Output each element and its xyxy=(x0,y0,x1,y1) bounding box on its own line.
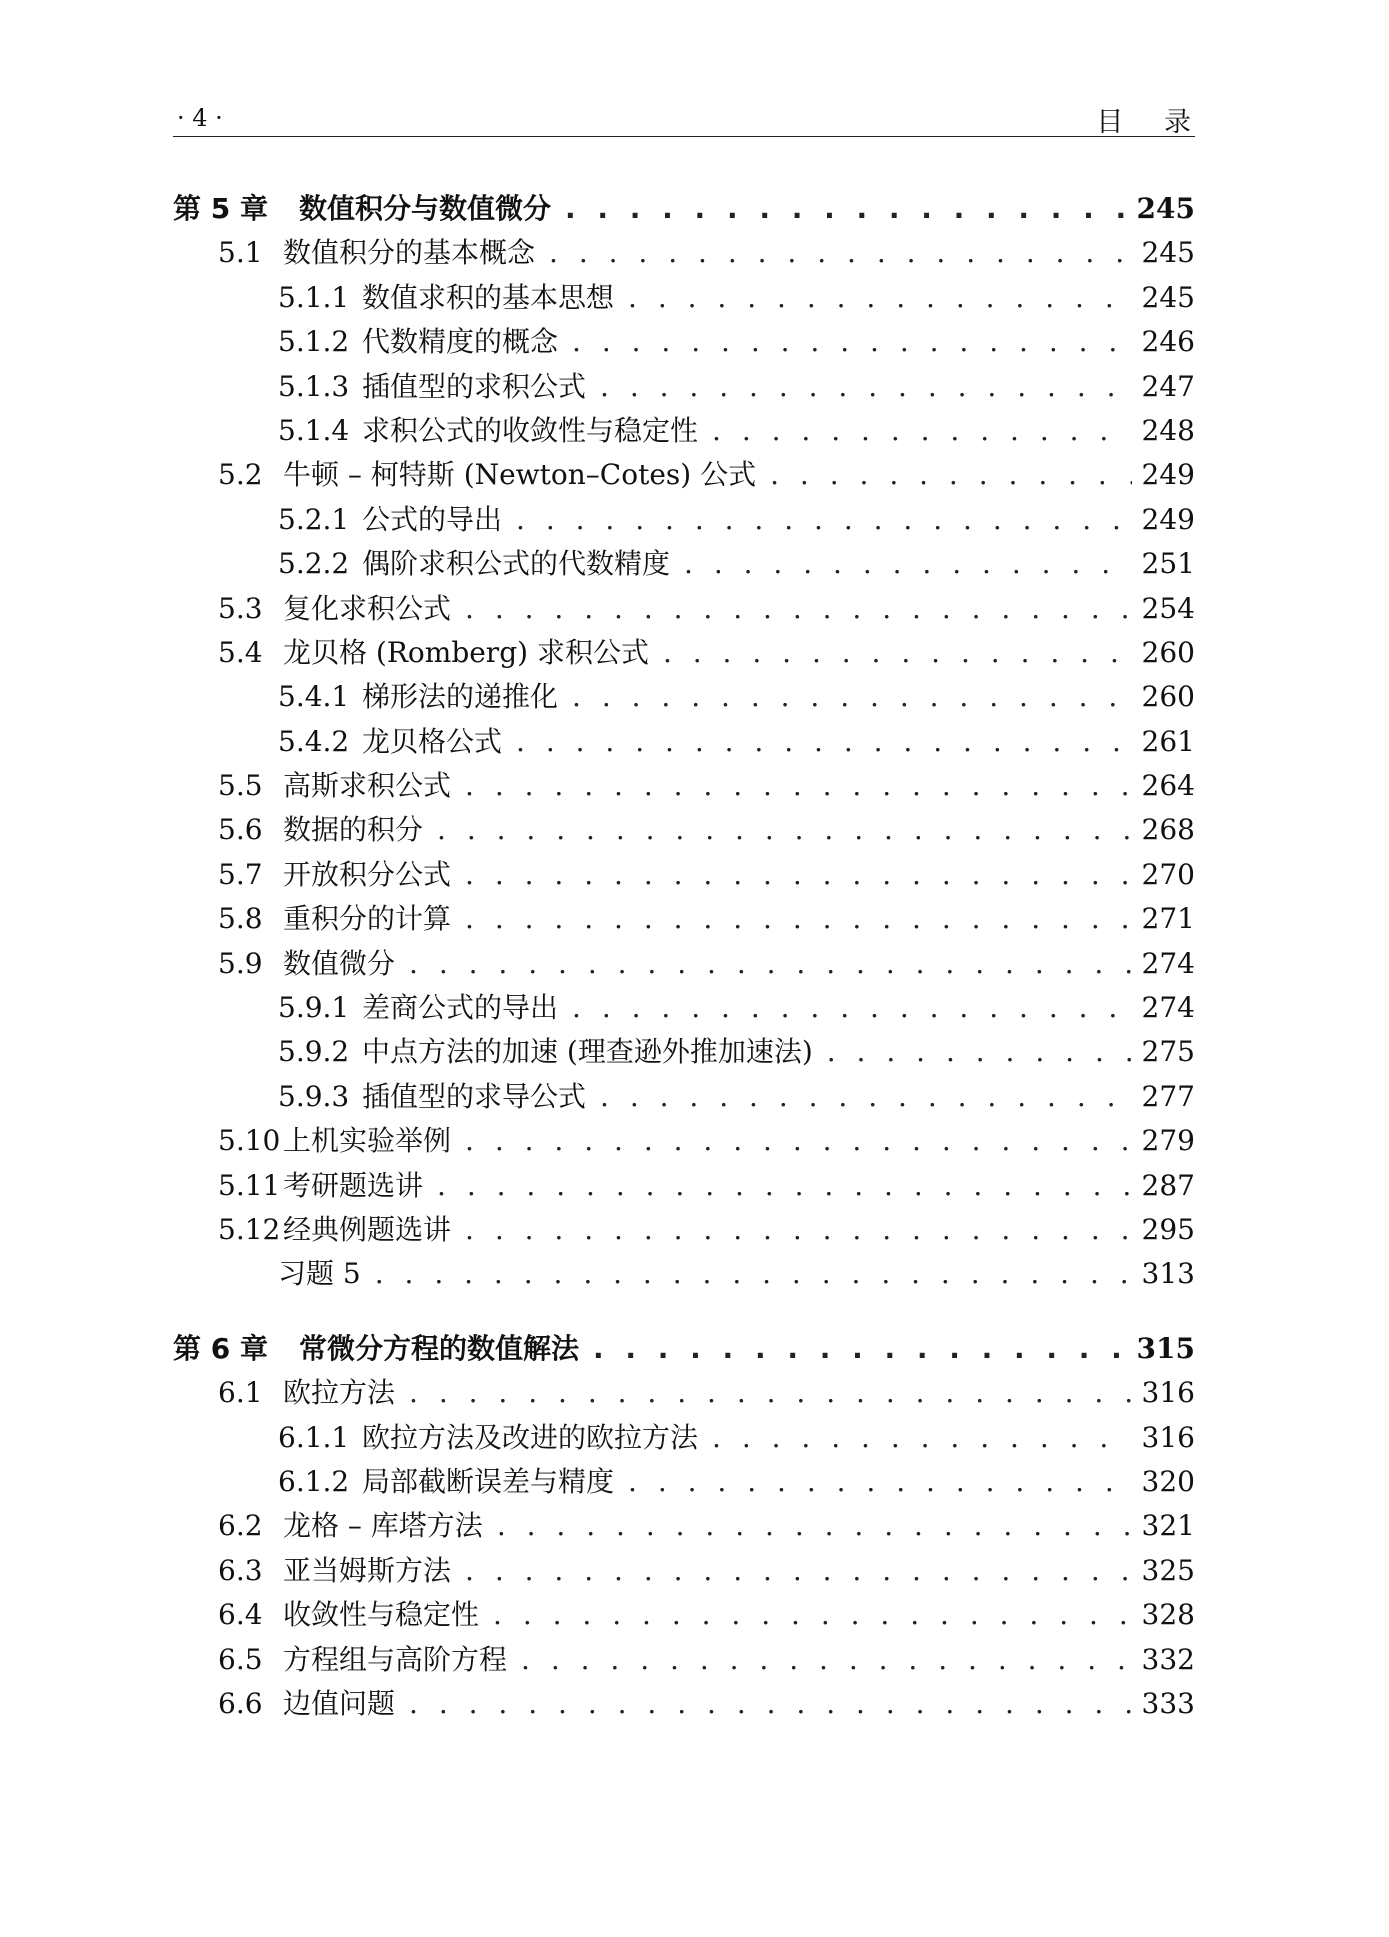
page-ref: 320 xyxy=(1141,1464,1195,1498)
page-ref: 246 xyxy=(1141,325,1195,359)
entry-number: 5.5 xyxy=(218,769,263,803)
entry-title: 边值问题 xyxy=(283,1686,396,1720)
chapter-label: 第 6 章 xyxy=(173,1331,268,1365)
entry-title: 求积公式的收敛性与稳定性 xyxy=(362,413,699,447)
entry-title: 插值型的求积公式 xyxy=(362,369,587,403)
page-ref: 275 xyxy=(1141,1035,1195,1069)
toc-section-row[interactable] xyxy=(173,1119,1195,1163)
entry-title: 重积分的计算 xyxy=(283,902,452,936)
entry-number: 5.9.2 xyxy=(278,1035,350,1069)
entry-title: 收敛性与稳定性 xyxy=(283,1598,480,1632)
toc-section-row[interactable] xyxy=(173,1549,1195,1593)
entry-number: 5.10 xyxy=(218,1124,281,1158)
toc-section-row[interactable] xyxy=(173,853,1195,897)
dot-leader xyxy=(770,453,1131,497)
page-ref: 277 xyxy=(1141,1079,1195,1113)
dot-leader xyxy=(375,1252,1132,1296)
entry-title: 开放积分公式 xyxy=(283,857,452,891)
entry-title: 牛顿 – 柯特斯 (Newton–Cotes) 公式 xyxy=(283,458,757,492)
entry-title: 方程组与高阶方程 xyxy=(283,1642,508,1676)
dot-leader xyxy=(465,764,1132,808)
page-ref: 254 xyxy=(1141,591,1195,625)
entry-title: 高斯求积公式 xyxy=(283,769,452,803)
toc-subsection-row[interactable] xyxy=(173,1252,1195,1296)
entry-title: 代数精度的概念 xyxy=(362,325,559,359)
toc-subsection-row[interactable] xyxy=(173,1460,1195,1504)
page-ref: 260 xyxy=(1141,635,1195,669)
dot-leader xyxy=(437,808,1132,852)
dot-leader xyxy=(409,1682,1132,1726)
entry-title: 数值积分的基本概念 xyxy=(283,236,536,270)
entry-number: 5.2.2 xyxy=(278,547,350,581)
page-ref: 316 xyxy=(1141,1376,1195,1410)
entry-number: 5.6 xyxy=(218,813,263,847)
entry-number: 5.8 xyxy=(218,902,263,936)
chapter-title: 数值积分与数值微分 xyxy=(299,192,552,225)
page-ref: 274 xyxy=(1141,946,1195,980)
entry-number: 5.3 xyxy=(218,591,263,625)
entry-number: 6.1.2 xyxy=(278,1464,350,1498)
page-ref: 279 xyxy=(1141,1124,1195,1158)
entry-title: 局部截断误差与精度 xyxy=(362,1464,615,1498)
dot-leader xyxy=(565,187,1127,231)
entry-number: 6.5 xyxy=(218,1642,263,1676)
page-ref: 274 xyxy=(1141,991,1195,1025)
entry-title: 复化求积公式 xyxy=(283,591,452,625)
dot-leader xyxy=(521,1638,1132,1682)
entry-title: 偶阶求积公式的代数精度 xyxy=(362,547,671,581)
toc-subsection-row[interactable] xyxy=(173,1030,1195,1074)
entry-number: 5.1.2 xyxy=(278,325,350,359)
page-ref: 264 xyxy=(1141,769,1195,803)
toc-section-row[interactable] xyxy=(173,942,1195,986)
toc-section-row[interactable] xyxy=(173,231,1195,275)
entry-title: 龙格 – 库塔方法 xyxy=(283,1509,483,1543)
page-ref: 260 xyxy=(1141,680,1195,714)
entry-number: 5.2 xyxy=(218,458,263,492)
page-ref: 251 xyxy=(1141,547,1195,581)
entry-number: 5.4.1 xyxy=(278,680,350,714)
entry-number: 5.12 xyxy=(218,1212,281,1246)
dot-leader xyxy=(465,1119,1132,1163)
page-ref: 249 xyxy=(1141,502,1195,536)
dot-leader xyxy=(465,853,1132,897)
dot-leader xyxy=(465,897,1132,941)
toc-section-row[interactable] xyxy=(173,1371,1195,1415)
dot-leader xyxy=(516,720,1132,764)
entry-title: 梯形法的递推化 xyxy=(362,680,559,714)
entry-number: 5.9.3 xyxy=(278,1079,350,1113)
dot-leader xyxy=(549,231,1132,275)
chapter-title: 常微分方程的数值解法 xyxy=(299,1331,580,1365)
toc-subsection-row[interactable] xyxy=(173,1416,1195,1460)
toc-subsection-row[interactable] xyxy=(173,409,1195,453)
toc-section-row[interactable] xyxy=(173,808,1195,852)
page-ref: 248 xyxy=(1141,413,1195,447)
page-ref: 328 xyxy=(1141,1598,1195,1632)
chapter-label: 第 5 章 xyxy=(173,192,268,225)
page-number: · 4 · xyxy=(177,104,223,132)
dot-leader xyxy=(600,365,1132,409)
page-ref: 261 xyxy=(1141,724,1195,758)
toc-subsection-row[interactable] xyxy=(173,1075,1195,1119)
entry-title: 经典例题选讲 xyxy=(283,1212,452,1246)
toc-subsection-row[interactable] xyxy=(173,365,1195,409)
page-ref: 325 xyxy=(1141,1553,1195,1587)
entry-number: 5.1.3 xyxy=(278,369,350,403)
toc-subsection-row[interactable] xyxy=(173,276,1195,320)
entry-title: 考研题选讲 xyxy=(283,1168,424,1202)
entry-title: 习题 5 xyxy=(278,1257,361,1291)
dot-leader xyxy=(572,320,1132,364)
toc-section-row[interactable] xyxy=(173,1164,1195,1208)
entry-title: 差商公式的导出 xyxy=(362,991,559,1025)
page-ref: 321 xyxy=(1141,1509,1195,1543)
dot-leader xyxy=(497,1504,1132,1548)
entry-title: 龙贝格公式 xyxy=(362,724,503,758)
dot-leader xyxy=(593,1327,1127,1371)
dot-leader xyxy=(572,675,1132,719)
toc-section-row[interactable] xyxy=(173,453,1195,497)
page-header xyxy=(173,100,1207,138)
entry-number: 5.4.2 xyxy=(278,724,350,758)
dot-leader xyxy=(628,276,1132,320)
entry-number: 5.1 xyxy=(218,236,263,270)
dot-leader xyxy=(600,1075,1132,1119)
entry-title: 公式的导出 xyxy=(362,502,503,536)
entry-title: 数值微分 xyxy=(283,946,396,980)
toc-section-row[interactable] xyxy=(173,897,1195,941)
toc-section-row[interactable] xyxy=(173,587,1195,631)
toc-section-row[interactable] xyxy=(173,1682,1195,1726)
page-ref: 245 xyxy=(1141,280,1195,314)
page-ref: 249 xyxy=(1141,458,1195,492)
dot-leader xyxy=(516,498,1132,542)
toc-section-row[interactable] xyxy=(173,764,1195,808)
dot-leader xyxy=(437,1164,1132,1208)
dot-leader xyxy=(572,986,1132,1030)
toc-section-row[interactable] xyxy=(173,1504,1195,1548)
entry-title: 欧拉方法及改进的欧拉方法 xyxy=(362,1420,699,1454)
chapter-block xyxy=(173,1327,1195,1727)
entry-number: 5.9 xyxy=(218,946,263,980)
dot-leader xyxy=(493,1593,1132,1637)
entry-title: 中点方法的加速 (理查逊外推加速法) xyxy=(362,1035,813,1069)
dot-leader xyxy=(827,1030,1132,1074)
entry-number: 6.2 xyxy=(218,1509,263,1543)
table-of-contents xyxy=(173,187,1195,1756)
dot-leader xyxy=(465,1549,1132,1593)
page-ref: 295 xyxy=(1141,1212,1195,1246)
page-ref: 268 xyxy=(1141,813,1195,847)
toc-chapter-row[interactable] xyxy=(173,1327,1195,1371)
entry-title: 欧拉方法 xyxy=(283,1376,396,1410)
page-ref: 316 xyxy=(1141,1420,1195,1454)
entry-number: 6.1 xyxy=(218,1376,263,1410)
entry-title: 数值求积的基本思想 xyxy=(362,280,615,314)
entry-number: 6.4 xyxy=(218,1598,263,1632)
dot-leader xyxy=(409,1371,1132,1415)
toc-subsection-row[interactable] xyxy=(173,675,1195,719)
page-ref: 245 xyxy=(1136,192,1195,225)
page-ref: 333 xyxy=(1141,1686,1195,1720)
page-ref: 270 xyxy=(1141,857,1195,891)
toc-subsection-row[interactable] xyxy=(173,542,1195,586)
entry-title: 龙贝格 (Romberg) 求积公式 xyxy=(283,635,649,669)
entry-number: 5.9.1 xyxy=(278,991,350,1025)
toc-subsection-row[interactable] xyxy=(173,720,1195,764)
page-ref: 315 xyxy=(1136,1331,1195,1365)
entry-number: 6.6 xyxy=(218,1686,263,1720)
dot-leader xyxy=(712,1416,1132,1460)
entry-title: 亚当姆斯方法 xyxy=(283,1553,452,1587)
entry-number: 6.1.1 xyxy=(278,1420,350,1454)
entry-number: 6.3 xyxy=(218,1553,263,1587)
dot-leader xyxy=(465,1208,1132,1252)
entry-title: 插值型的求导公式 xyxy=(362,1079,587,1113)
toc-subsection-row[interactable] xyxy=(173,498,1195,542)
toc-section-row[interactable] xyxy=(173,1638,1195,1682)
entry-number: 5.4 xyxy=(218,635,263,669)
entry-number: 5.1.1 xyxy=(278,280,350,314)
dot-leader xyxy=(409,942,1132,986)
entry-title: 数据的积分 xyxy=(283,813,424,847)
running-title: 目 录 xyxy=(1096,107,1207,138)
dot-leader xyxy=(684,542,1132,586)
entry-number: 5.11 xyxy=(218,1168,281,1202)
entry-number: 5.1.4 xyxy=(278,413,350,447)
page-ref: 245 xyxy=(1141,236,1195,270)
chapter-block xyxy=(173,187,1195,1297)
entry-title: 上机实验举例 xyxy=(283,1124,452,1158)
toc-section-row[interactable] xyxy=(173,1208,1195,1252)
page-ref: 332 xyxy=(1141,1642,1195,1676)
page-ref: 247 xyxy=(1141,369,1195,403)
toc-section-row[interactable] xyxy=(173,631,1195,675)
dot-leader xyxy=(663,631,1132,675)
dot-leader xyxy=(712,409,1132,453)
toc-section-row[interactable] xyxy=(173,1593,1195,1637)
entry-number: 5.2.1 xyxy=(278,502,350,536)
toc-subsection-row[interactable] xyxy=(173,986,1195,1030)
dot-leader xyxy=(628,1460,1132,1504)
toc-subsection-row[interactable] xyxy=(173,320,1195,364)
page-ref: 271 xyxy=(1141,902,1195,936)
entry-number: 5.7 xyxy=(218,857,263,891)
page-ref: 313 xyxy=(1141,1257,1195,1291)
toc-chapter-row[interactable] xyxy=(173,187,1195,231)
page-ref: 287 xyxy=(1141,1168,1195,1202)
dot-leader xyxy=(465,587,1132,631)
